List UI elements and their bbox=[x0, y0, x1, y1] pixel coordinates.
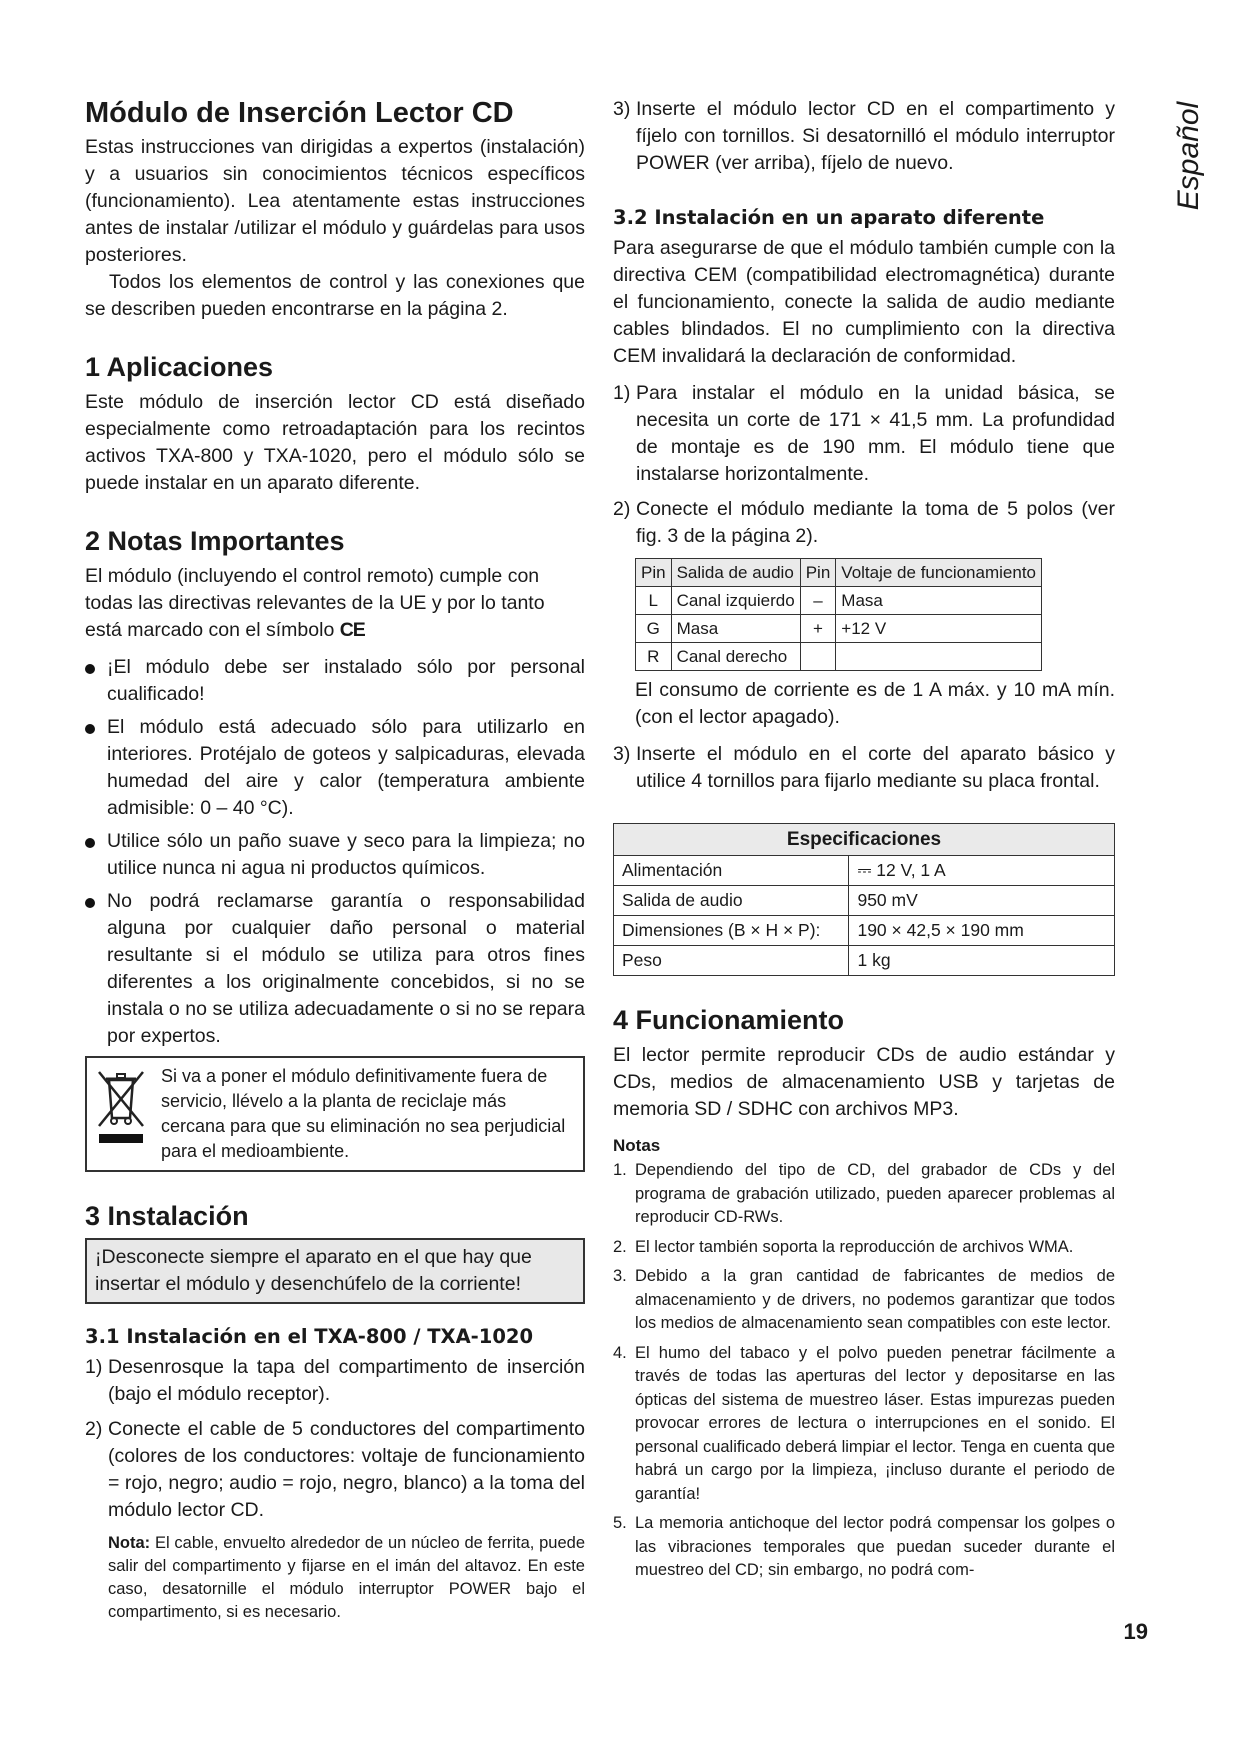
consumption-text: El consumo de corriente es de 1 A máx. y 10 mA mín. (con el lector apagado). bbox=[635, 679, 1115, 728]
right-column bbox=[613, 96, 1115, 1589]
installation-steps-continued bbox=[613, 96, 1115, 177]
list-item: 2) Conecte el módulo mediante la toma de 5 polos (ver fig. 3 de la página 2). bbox=[613, 498, 1115, 547]
mounting-steps bbox=[613, 741, 1115, 795]
bullet-icon bbox=[85, 898, 95, 908]
important-notes-list bbox=[85, 654, 585, 1050]
table-row: R Canal derecho bbox=[636, 643, 1042, 671]
operation-notes-list bbox=[613, 1159, 1115, 1583]
voltage-header: Voltaje de funcionamiento bbox=[836, 559, 1042, 587]
list-item: ¡El módulo debe ser instalado sólo por personal cualificado! bbox=[85, 654, 585, 708]
list-item: 2) Conecte el cable de 5 conductores del compartimento (colores de los conductores: voltaje de funcionamiento = rojo, negro; audio = rojo, negro, blanco) a la toma del módulo lector CD. bbox=[85, 1418, 585, 1521]
section-1-text: Este módulo de inserción lector CD está diseñado especialmente como retroadaptación para los recintos activos TXA-800 y TXA-1020, pero el módulo sólo se puede instalar en un aparato diferente. bbox=[85, 391, 585, 494]
recycling-text: Si va a poner el módulo definitivamente fuera de servicio, llévelo a la planta de reciclaje más cercana para que su eliminación no sea perjudicial para el medioambiente. bbox=[161, 1066, 566, 1161]
list-item: 4. El humo del tabaco y el polvo pueden penetrar fácilmente a través de todas las aperturas del lector y depositarse en las ópticas del sistema de muestreo láser. Estas impurezas pueden provocar errores de lectura o interrupciones en el sonido. El personal cualificado deberá limpiar el lector. Tenga en cuenta que habrá un cargo por la limpieza, ¡incluso durante el periodo de garantía! bbox=[613, 1343, 1115, 1503]
table-row: Alimentación ⎓ 12 V, 1 A bbox=[614, 856, 1115, 886]
list-item: 1) Para instalar el módulo en la unidad básica, se necesita un corte de 171 × 41,5 mm. La profundidad de montaje es de 190 mm. El módulo tiene que instalarse horizontalmente. bbox=[613, 382, 1115, 485]
left-column bbox=[85, 96, 585, 1624]
audio-header: Salida de audio bbox=[671, 559, 800, 587]
cable-note: Nota: El cable, envuelto alrededor de un núcleo de ferrita, puede salir del compartimento y fijarse en el imán del altavoz. En este caso, desatornille el módulo interruptor POWER bajo el compartimento, si es necesario. bbox=[108, 1534, 585, 1621]
bullet-icon bbox=[85, 664, 95, 674]
table-row: G Masa + +12 V bbox=[636, 615, 1042, 643]
intro-paragraph-2: Todos los elementos de control y las conexiones que se describen pueden encontrarse en la página 2. bbox=[85, 271, 585, 320]
section-3-1-heading: 3.1 Instalación en el TXA-800 / TXA-1020 bbox=[85, 1325, 534, 1348]
table-row: Dimensiones (B × H × P): 190 × 42,5 × 190 mm bbox=[614, 916, 1115, 946]
table-row: L Canal izquierdo – Masa bbox=[636, 587, 1042, 615]
section-3-2-heading: 3.2 Instalación en un aparato diferente bbox=[613, 206, 1045, 229]
section-4-heading: 4 Funcionamiento bbox=[613, 1005, 845, 1035]
list-item: 3) Inserte el módulo lector CD en el compartimento y fíjelo con tornillos. Si desatornilló el módulo interruptor POWER (ver arriba), fíjelo de nuevo. bbox=[613, 98, 1115, 174]
language-tab bbox=[1157, 92, 1221, 220]
bullet-icon bbox=[85, 838, 95, 848]
language-label: Español bbox=[1172, 101, 1205, 211]
list-item: 1) Desenrosque la tapa del compartimento de inserción (bajo el módulo receptor). bbox=[85, 1356, 585, 1405]
list-item: 3) Inserte el módulo en el corte del aparato básico y utilice 4 tornillos para fijarlo mediante su placa frontal. bbox=[613, 743, 1115, 792]
ce-mark: CE bbox=[339, 619, 365, 641]
document-title: Módulo de Inserción Lector CD bbox=[85, 97, 514, 129]
section-3-heading: 3 Instalación bbox=[85, 1201, 249, 1231]
list-item: El módulo está adecuado sólo para utilizarlo en interiores. Protéjalo de goteos y salpicaduras, elevada humedad del aire y calor (temperatura ambiente admisible: 0 – 40 °C). bbox=[85, 714, 585, 822]
table-row: Salida de audio 950 mV bbox=[614, 886, 1115, 916]
list-item: 2. El lector también soporta la reproducción de archivos WMA. bbox=[613, 1237, 1074, 1256]
list-item: 1. Dependiendo del tipo de CD, del grabador de CDs y del programa de grabación utilizado, pueden aparecer problemas al reproducir CD-RWs. bbox=[613, 1161, 1115, 1226]
pin-assignment-table bbox=[635, 558, 1042, 671]
disconnect-warning: ¡Desconecte siempre el aparato en el que hay que insertar el módulo y desenchúfelo de la corriente! bbox=[85, 1238, 585, 1304]
list-item: 3. Debido a la gran cantidad de fabricantes de medios de almacenamiento y de drivers, no podemos garantizar que todos los medios de almacenamiento sean compatibles con este lector. bbox=[613, 1267, 1115, 1332]
section-1-heading: 1 Aplicaciones bbox=[85, 352, 274, 382]
installation-steps bbox=[85, 1354, 585, 1524]
pin-header-2: Pin bbox=[800, 559, 836, 587]
page-number: 19 bbox=[1123, 1619, 1148, 1644]
bullet-icon bbox=[85, 724, 95, 734]
list-item: 5. La memoria antichoque del lector podrá compensar los golpes o las vibraciones temporales que puedan suceder durante el muestreo del CD; sin embargo, no podrá com- bbox=[613, 1514, 1115, 1579]
recycling-notice bbox=[85, 1056, 585, 1172]
section-3-2-text: Para asegurarse de que el módulo también cumple con la directiva CEM (compatibilidad electromagnética) durante el funcionamiento, conecte la salida de audio mediante cables blindados. El no cumplimiento con la directiva CEM invalidará la declaración de conformidad. bbox=[613, 237, 1115, 367]
intro-paragraph: Estas instrucciones van dirigidas a expertos (instalación) y a usuarios sin conocimientos técnicos específicos (funcionamiento). Lea atentamente estas instrucciones antes de instalar /utilizar el módulo y guárdelas para usos posteriores. bbox=[85, 136, 585, 266]
specifications-title: Especificaciones bbox=[614, 824, 1115, 856]
section-4-text: El lector permite reproducir CDs de audio estándar y CDs, medios de almacenamiento USB y tarjetas de memoria SD / SDHC con archivos MP3. bbox=[613, 1044, 1115, 1120]
section-2-text: El módulo (incluyendo el control remoto) cumple con todas las directivas relevantes de la UE y por lo tanto está marcado con el símbolo CE bbox=[85, 565, 545, 641]
pin-header: Pin bbox=[636, 559, 672, 587]
other-device-steps bbox=[613, 380, 1115, 550]
list-item: Utilice sólo un paño suave y seco para la limpieza; no utilice nunca ni agua ni productos químicos. bbox=[85, 828, 585, 882]
list-item: No podrá reclamarse garantía o responsabilidad alguna por cualquier daño personal o material resultante si el módulo se utiliza para otros fines diferentes a los originalmente concebidos, si no se instala o no se utiliza adecuadamente o si no se repara por expertos. bbox=[85, 888, 585, 1050]
table-header-row bbox=[636, 559, 1042, 587]
section-2-heading: 2 Notas Importantes bbox=[85, 526, 345, 556]
notes-heading: Notas bbox=[613, 1136, 661, 1155]
specifications-table bbox=[613, 823, 1115, 976]
table-row: Peso 1 kg bbox=[614, 946, 1115, 976]
crossed-bin-icon bbox=[95, 1068, 147, 1148]
